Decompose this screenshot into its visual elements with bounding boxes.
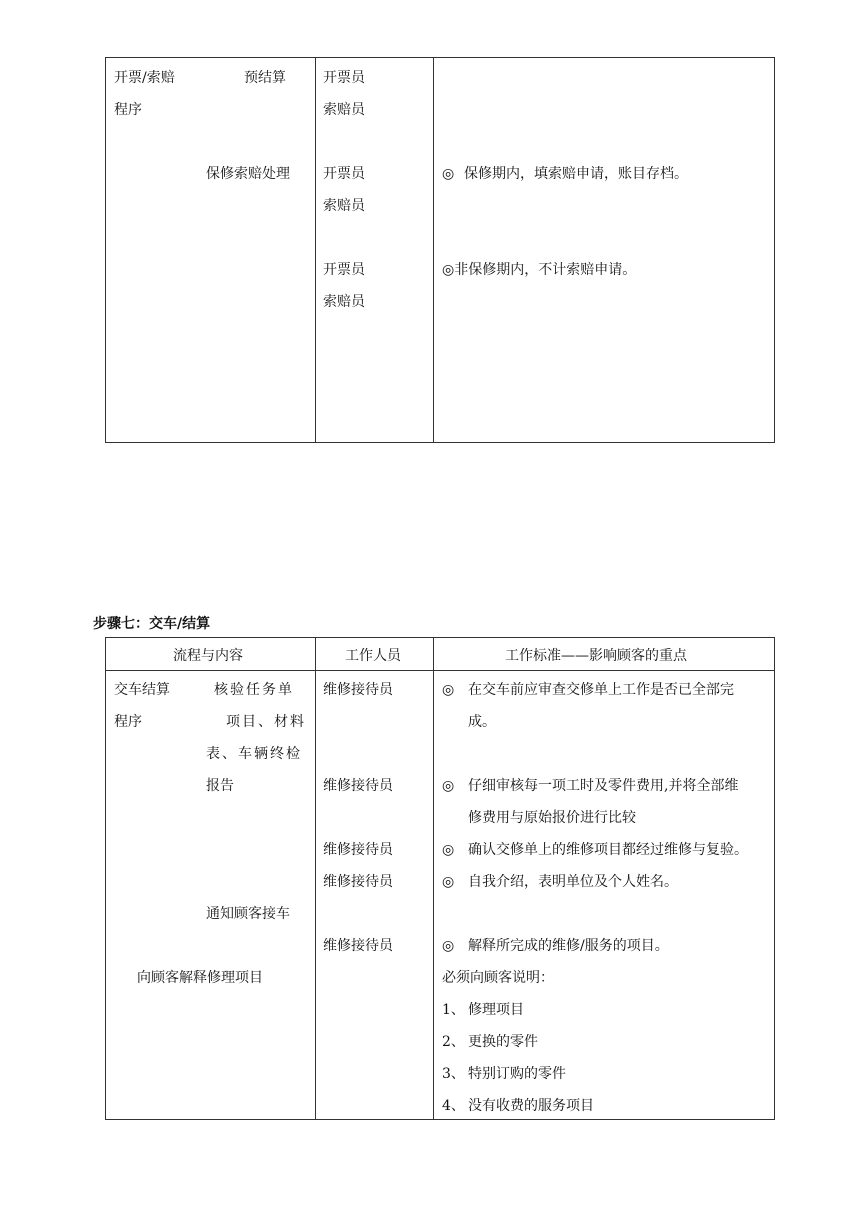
standard-text: 在交车前应审查交修单上工作是否已全部完 <box>468 682 734 698</box>
bullet-mark: ◎ <box>442 166 455 182</box>
list-item: 特别订购的零件 <box>468 1066 566 1082</box>
staff-cell: 索赔员 <box>323 294 365 310</box>
standard-text: 自我介绍，表明单位及个人姓名。 <box>468 874 678 890</box>
process-main-line1: 交车结算 <box>114 682 170 698</box>
standard-text: 确认交修单上的维修项目都经过维修与复验。 <box>468 842 748 858</box>
billing-table <box>105 57 775 443</box>
delivery-table-divider-2 <box>433 637 434 1120</box>
process-main-line2: 程序 <box>114 714 142 730</box>
process-title-b: 预结算 <box>244 70 286 86</box>
standard-text: 解释所完成的维修/服务的项目。 <box>468 938 669 954</box>
process-explain-items: 向顾客解释修理项目 <box>137 970 263 986</box>
list-number: 3、 <box>442 1066 465 1082</box>
billing-table-divider-1 <box>315 57 316 443</box>
process-sub1-line4: 报告 <box>206 778 234 794</box>
staff-cell: 维修接待员 <box>323 938 393 954</box>
header-row-line <box>105 670 775 671</box>
header-staff: 工作人员 <box>345 648 401 664</box>
standard-non-warranty <box>442 260 636 280</box>
staff-cell: 开票员 <box>323 70 365 86</box>
list-item: 更换的零件 <box>468 1034 538 1050</box>
list-item: 修理项目 <box>468 1002 524 1018</box>
step7-heading: 步骤七：交车/结算 <box>93 616 211 632</box>
billing-table-divider-2 <box>433 57 434 443</box>
warranty-claim-item: 保修索赔处理 <box>206 166 290 182</box>
bullet-mark: ◎ <box>442 262 455 278</box>
staff-cell: 维修接待员 <box>323 874 393 890</box>
list-item: 没有收费的服务项目 <box>468 1098 594 1114</box>
must-explain-label: 必须向顾客说明： <box>442 970 554 986</box>
process-sub1-line1: 核验任务单 <box>214 682 294 698</box>
staff-cell: 维修接待员 <box>323 778 393 794</box>
process-notify-customer: 通知顾客接车 <box>206 906 290 922</box>
standard-warranty-period <box>442 164 688 184</box>
staff-cell: 索赔员 <box>323 102 365 118</box>
delivery-table-divider-1 <box>315 637 316 1120</box>
staff-cell: 维修接待员 <box>323 682 393 698</box>
list-number: 1、 <box>442 1002 465 1018</box>
bullet-mark: ◎ <box>442 682 455 698</box>
standard-text: 仔细审核每一项工时及零件费用,并将全部维 <box>468 778 739 794</box>
header-standard: 工作标准——影响顾客的重点 <box>505 648 687 664</box>
bullet-mark: ◎ <box>442 938 455 954</box>
staff-cell: 维修接待员 <box>323 842 393 858</box>
staff-cell: 索赔员 <box>323 198 365 214</box>
bullet-mark: ◎ <box>442 842 455 858</box>
header-process: 流程与内容 <box>173 648 243 664</box>
process-sub1-line2: 项目、材料 <box>226 714 306 730</box>
staff-cell: 开票员 <box>323 262 365 278</box>
staff-cell: 开票员 <box>323 166 365 182</box>
bullet-mark: ◎ <box>442 778 455 794</box>
standard-text: 保修期内，填索赔申请，账目存档。 <box>464 166 688 182</box>
process-title-a: 开票/索赔 <box>114 70 175 86</box>
standard-text: 非保修期内，不计索赔申请。 <box>454 262 637 278</box>
list-number: 2、 <box>442 1034 465 1050</box>
process-title-line2: 程序 <box>114 102 142 118</box>
process-sub1-line3: 表、车辆终检 <box>206 746 302 762</box>
bullet-mark: ◎ <box>442 874 455 890</box>
standard-text: 修费用与原始报价进行比较 <box>468 810 636 826</box>
list-number: 4、 <box>442 1098 465 1114</box>
standard-text: 成。 <box>468 714 496 730</box>
